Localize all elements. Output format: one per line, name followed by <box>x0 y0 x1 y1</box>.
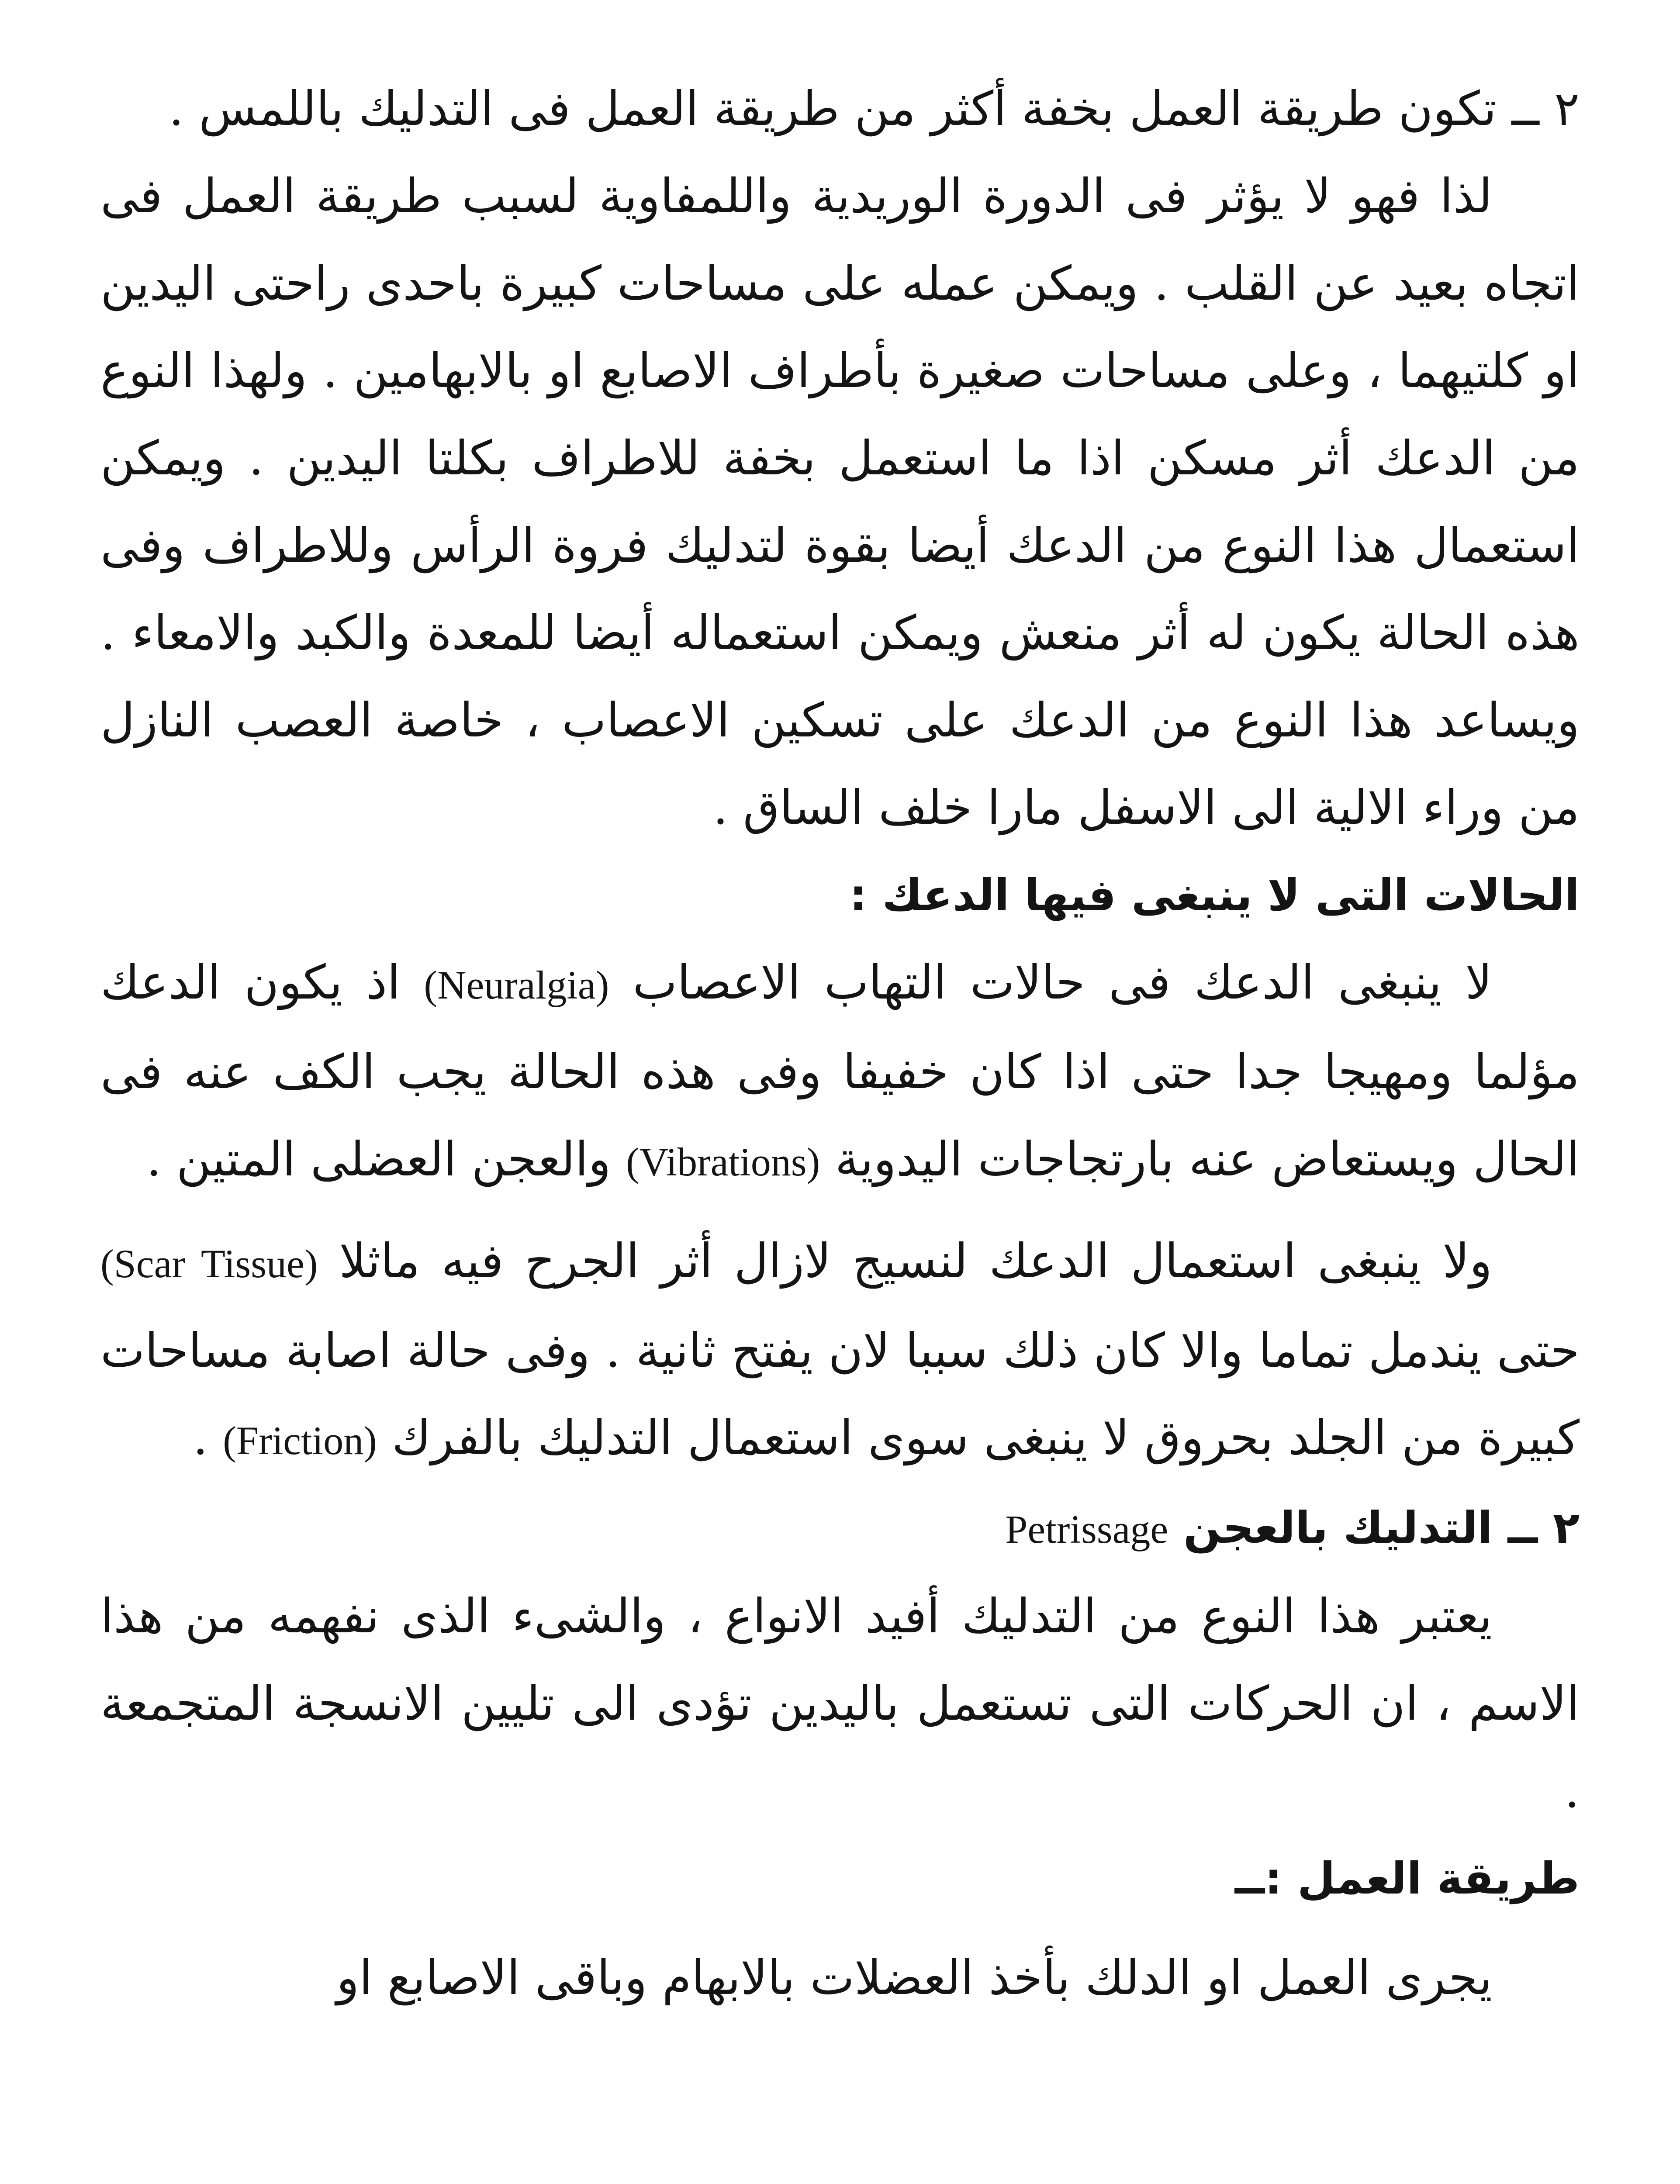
term-neuralgia: (Neuralgia) <box>424 963 609 1007</box>
paragraph-method: يجرى العمل او الدلك بأخذ العضلات بالابهام وباقى الاصابع او <box>336 1951 1492 2005</box>
paragraph-petrissage-definition: يعتبر هذا النوع من التدليك أفيد الانواع ، والشىء الذى نفهمه من هذا الاسم ، ان الحركات التى تستعمل باليدين تؤدى الى تليين الانسجة المتجمعة . <box>100 1589 1580 1818</box>
paragraph-light-stroking: ٢ ــ تكون طريقة العمل بخفة أكثر من طريقة العمل فى التدليك باللمس . <box>169 82 1580 136</box>
heading-contraindications: الحالات التى لا ينبغى فيها الدعك : <box>849 870 1580 921</box>
term-vibrations: (Vibrations) <box>626 1140 820 1184</box>
heading-method: طريقة العمل :ــ <box>1234 1853 1580 1904</box>
paragraph-neuralgia <box>100 939 1580 1206</box>
term-friction: (Friction) <box>223 1418 377 1463</box>
neuralgia-text-after: والعجن العضلى المتين . <box>146 1132 611 1187</box>
heading-petrissage <box>100 1484 1580 1573</box>
neuralgia-text-middle: اذ يكون الدعك مؤلما ومهيجا جدا حتى اذا كان خفيفا وفى هذه الحالة يجب الكف عنه فى الحال ويستعاض عنه بارتجاجات اليدوية <box>100 955 1580 1187</box>
paragraph-scar-tissue <box>100 1218 1580 1484</box>
term-scar-tissue: (Scar Tissue) <box>100 1241 318 1286</box>
scar-text-before: ولا ينبغى استعمال الدعك لنسيج لازال أثر الجرح فيه ماثلا <box>339 1234 1492 1289</box>
scar-text-after: . <box>193 1411 208 1465</box>
scar-text-middle: حتى يندمل تماما والا كان ذلك سببا لان يفتح ثانية . وفى حالة اصابة مساحات كبيرة من الجلد بحروق لا ينبغى سوى استعمال التدليك بالفرك <box>100 1324 1580 1465</box>
heading-petrissage-latin: Petrissage <box>1005 1507 1168 1552</box>
neuralgia-text-before: لا ينبغى الدعك فى حالات التهاب الاعصاب <box>633 955 1492 1010</box>
heading-petrissage-arabic: ٢ ــ التدليك بالعجن <box>1183 1502 1580 1553</box>
paragraph-sedative-effect: لذا فهو لا يؤثر فى الدورة الوريدية واللمفاوية لسبب طريقة العمل فى اتجاه بعيد عن القلب . ويمكن عمله على مساحات كبيرة باحدى راحتى اليدين او كلتيهما ، وعلى مساحات صغيرة بأطراف الاصابع او بالابهامين . ولهذا النوع من الدعك أثر مسكن اذا ما استعمل بخفة للاطراف بكلتا اليدين . ويمكن استعمال هذا النوع من الدعك أيضا بقوة لتدليك فروة الرأس وللاطراف وفى هذه الحالة يكون له أثر منعش ويمكن استعماله أيضا للمعدة والكبد والامعاء . ويساعد هذا النوع من الدعك على تسكين الاعصاب ، خاصة العصب النازل من وراء الالية الى الاسفل مارا خلف الساق . <box>100 169 1580 835</box>
